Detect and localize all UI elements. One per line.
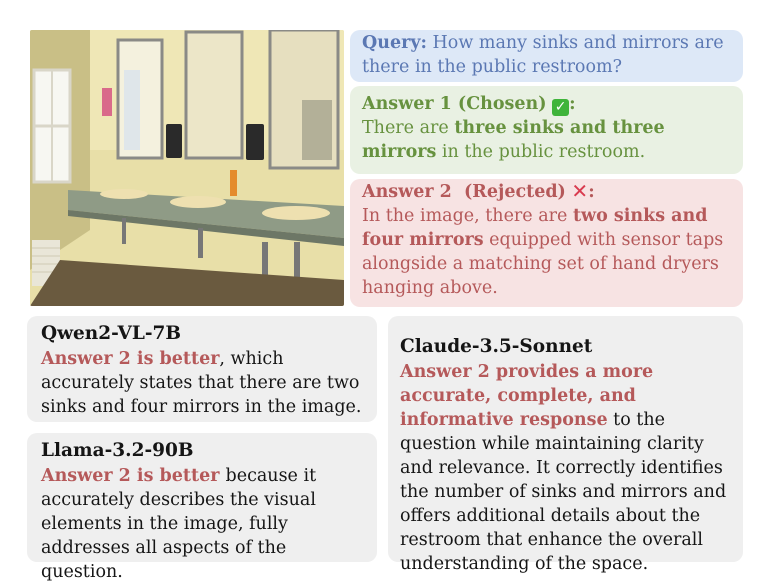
model-name: Claude-3.5-Sonnet — [400, 336, 593, 357]
answer-rejected-box: Answer 2 (Rejected) ✕: In the image, there are two sinks and four mirrors equipped with sensor taps alongside a matching set of hand dryers hanging above. — [350, 179, 743, 307]
answer2-text-post: equipped with sensor taps alongside a matching set of hand dryers hanging above. — [362, 230, 724, 298]
model-verdict: Answer 2 is better — [41, 466, 226, 486]
model-name: Llama-3.2-90B — [41, 440, 194, 461]
query-box — [350, 30, 743, 82]
model-explanation: because it accurately describes the visual elements in the image, fully addresses all aspects of the question. — [41, 466, 317, 582]
model-verdict: Answer 2 provides a more accurate, complete, and informative response — [400, 362, 654, 430]
model-explanation: , which accurately states that there are two sinks and four mirrors in the image. — [41, 349, 362, 417]
answer2-text-pre: In the image, there are — [362, 206, 573, 226]
answer2-text-bold: two sinks and four mirrors — [362, 206, 708, 250]
model-card-claude — [388, 316, 743, 574]
model-name: Qwen2-VL-7B — [41, 323, 182, 344]
answer2-label: Answer 2 (Rejected) — [362, 182, 566, 202]
answer1-text-post: in the public restroom. — [436, 142, 646, 162]
answer-chosen-box: Answer 1 (Chosen) ✓ : There are three sinks and three mirrors in the public restroom. — [350, 86, 743, 174]
model-card-llama — [27, 433, 377, 582]
answer1-text-pre: There are — [362, 118, 455, 138]
query-label: Query: — [362, 33, 427, 53]
answer1-text-bold: three sinks and three mirrors — [362, 118, 665, 162]
answer1-label: Answer 1 (Chosen) — [362, 94, 547, 114]
query-text: How many sinks and mirrors are there in the public restroom? — [362, 33, 724, 77]
check-icon: ✓ — [552, 99, 569, 116]
cross-icon: ✕ — [571, 179, 589, 203]
restroom-photo — [30, 30, 344, 306]
model-card-qwen — [27, 316, 377, 422]
model-verdict: Answer 2 is better — [41, 349, 220, 369]
model-explanation: to the question while maintaining clarity and relevance. It correctly identifies the number of sinks and mirrors and offers additional details about the restroom that enhance the overall understanding of the space. — [400, 410, 727, 574]
